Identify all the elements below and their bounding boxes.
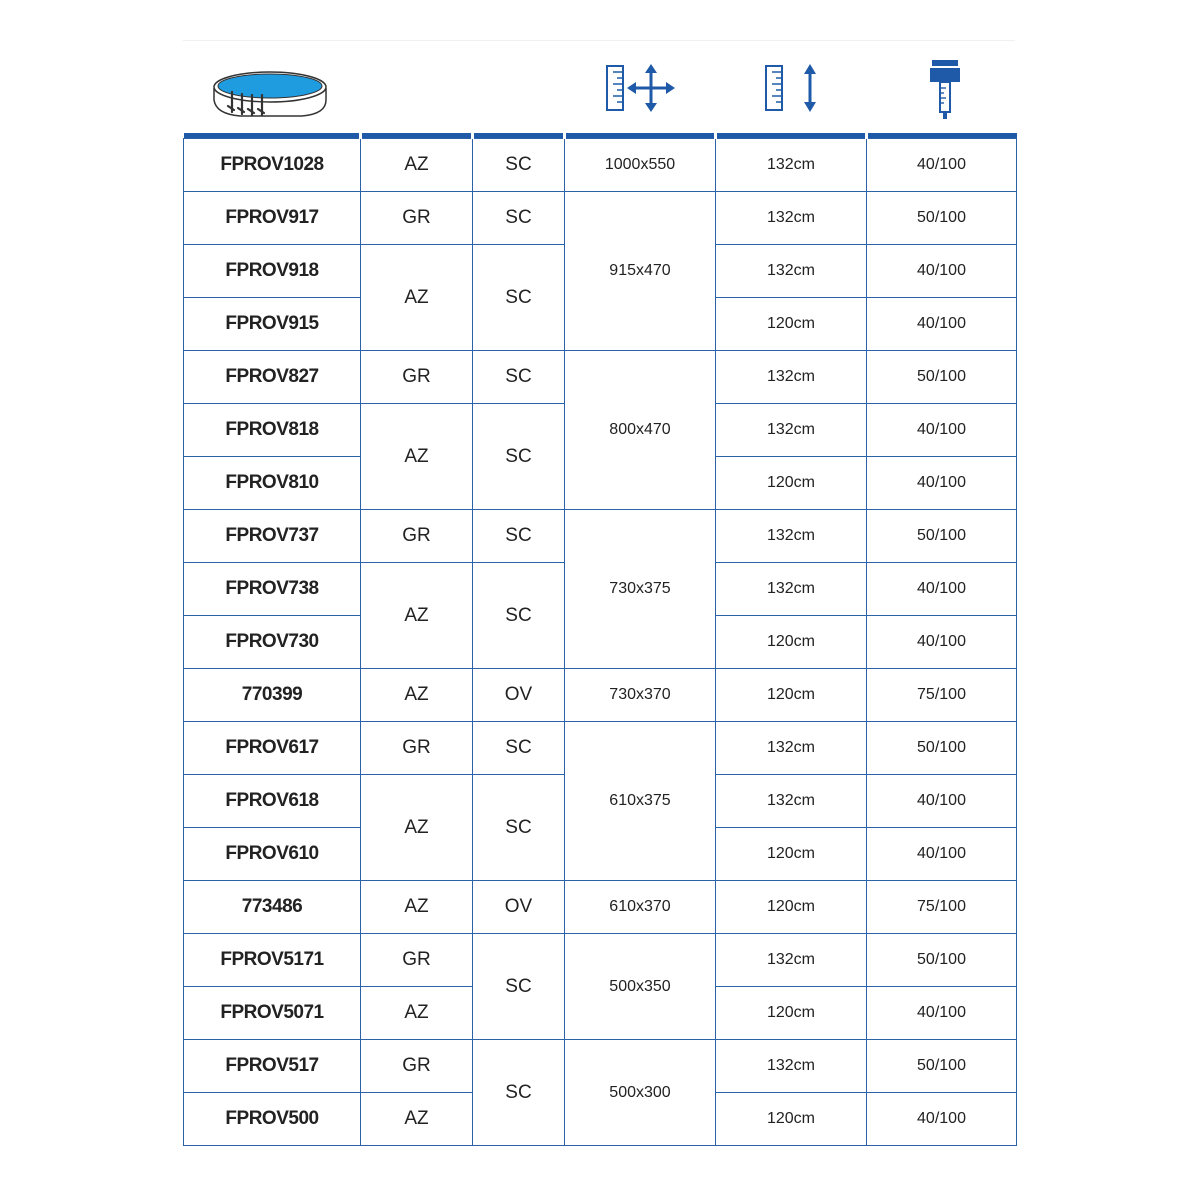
color-cell: AZ [361, 881, 473, 934]
color-cell: GR [361, 722, 473, 775]
type-cell: SC [473, 563, 565, 669]
height-cell: 132cm [716, 722, 867, 775]
thickness-cell: 40/100 [867, 563, 1017, 616]
ref-cell: FPROV917 [184, 192, 361, 245]
table-row [184, 192, 1017, 245]
thickness-cell: 40/100 [867, 457, 1017, 510]
dims-cell: 915x470 [565, 192, 716, 351]
dims-cell: 730x375 [565, 510, 716, 669]
type-cell: SC [473, 351, 565, 404]
type-cell: SC [473, 192, 565, 245]
thickness-cell: 40/100 [867, 616, 1017, 669]
height-cell: 120cm [716, 1093, 867, 1146]
height-cell: 132cm [716, 563, 867, 616]
height-cell: 132cm [716, 192, 867, 245]
thickness-cell: 50/100 [867, 192, 1017, 245]
height-cell: 132cm [716, 934, 867, 987]
thickness-cell: 40/100 [867, 1093, 1017, 1146]
ruler-with-four-way-arrow-icon [605, 63, 675, 113]
type-cell: OV [473, 669, 565, 722]
height-cell: 132cm [716, 404, 867, 457]
thickness-cell: 40/100 [867, 139, 1017, 192]
height-cell: 120cm [716, 457, 867, 510]
ref-cell: FPROV5071 [184, 987, 361, 1040]
thickness-cell: 40/100 [867, 828, 1017, 881]
thickness-cell: 40/100 [867, 775, 1017, 828]
dims-cell: 610x370 [565, 881, 716, 934]
color-cell: AZ [361, 563, 473, 669]
color-cell: AZ [361, 775, 473, 881]
type-cell: SC [473, 775, 565, 881]
height-cell: 132cm [716, 245, 867, 298]
thickness-cell: 50/100 [867, 351, 1017, 404]
type-cell: SC [473, 404, 565, 510]
ref-cell: FPROV827 [184, 351, 361, 404]
type-cell: SC [473, 1040, 565, 1146]
table-row [184, 881, 1017, 934]
thickness-cell: 75/100 [867, 881, 1017, 934]
height-cell: 132cm [716, 775, 867, 828]
height-cell: 120cm [716, 828, 867, 881]
height-cell: 120cm [716, 298, 867, 351]
height-cell: 132cm [716, 510, 867, 563]
ref-cell: FPROV500 [184, 1093, 361, 1146]
ref-cell: FPROV610 [184, 828, 361, 881]
type-cell: SC [473, 139, 565, 192]
height-cell: 120cm [716, 616, 867, 669]
table-row [184, 722, 1017, 775]
color-cell: GR [361, 351, 473, 404]
ref-cell: FPROV517 [184, 1040, 361, 1093]
table-row [184, 669, 1017, 722]
table-row [184, 139, 1017, 192]
height-cell: 132cm [716, 139, 867, 192]
ref-cell: FPROV617 [184, 722, 361, 775]
height-cell: 132cm [716, 351, 867, 404]
dims-cell: 500x350 [565, 934, 716, 1040]
type-cell: SC [473, 934, 565, 1040]
ref-cell: 773486 [184, 881, 361, 934]
ref-cell: FPROV818 [184, 404, 361, 457]
thickness-cell: 50/100 [867, 934, 1017, 987]
type-cell: SC [473, 722, 565, 775]
color-cell: AZ [361, 1093, 473, 1146]
ref-cell: FPROV5171 [184, 934, 361, 987]
dims-cell: 730x370 [565, 669, 716, 722]
type-cell: SC [473, 245, 565, 351]
thickness-cell: 40/100 [867, 404, 1017, 457]
ref-cell: FPROV730 [184, 616, 361, 669]
thickness-cell: 50/100 [867, 510, 1017, 563]
color-cell: AZ [361, 669, 473, 722]
ref-cell: FPROV618 [184, 775, 361, 828]
type-cell: OV [473, 881, 565, 934]
table-row [184, 1040, 1017, 1093]
oval-pool-with-ladder-icon [210, 66, 330, 126]
height-cell: 120cm [716, 881, 867, 934]
caliper-gauge-icon [928, 58, 962, 120]
height-cell: 132cm [716, 1040, 867, 1093]
color-cell: AZ [361, 987, 473, 1040]
thickness-cell: 40/100 [867, 298, 1017, 351]
ref-cell: FPROV918 [184, 245, 361, 298]
ref-cell: FPROV737 [184, 510, 361, 563]
thickness-cell: 40/100 [867, 245, 1017, 298]
ruler-with-vertical-arrow-icon [764, 63, 824, 113]
dims-cell: 1000x550 [565, 139, 716, 192]
color-cell: GR [361, 1040, 473, 1093]
dims-cell: 610x375 [565, 722, 716, 881]
color-cell: AZ [361, 245, 473, 351]
ref-cell: FPROV1028 [184, 139, 361, 192]
ref-cell: FPROV810 [184, 457, 361, 510]
pool-spec-table [183, 133, 1017, 1146]
thickness-cell: 75/100 [867, 669, 1017, 722]
dims-cell: 500x300 [565, 1040, 716, 1146]
color-cell: GR [361, 934, 473, 987]
table-row [184, 934, 1017, 987]
table-row [184, 351, 1017, 404]
color-cell: GR [361, 192, 473, 245]
ref-cell: 770399 [184, 669, 361, 722]
ref-cell: FPROV738 [184, 563, 361, 616]
thickness-cell: 50/100 [867, 1040, 1017, 1093]
top-divider [183, 40, 1015, 41]
height-cell: 120cm [716, 669, 867, 722]
thickness-cell: 50/100 [867, 722, 1017, 775]
ref-cell: FPROV915 [184, 298, 361, 351]
thickness-cell: 40/100 [867, 987, 1017, 1040]
dims-cell: 800x470 [565, 351, 716, 510]
color-cell: GR [361, 510, 473, 563]
height-cell: 120cm [716, 987, 867, 1040]
table-row [184, 510, 1017, 563]
color-cell: AZ [361, 139, 473, 192]
color-cell: AZ [361, 404, 473, 510]
type-cell: SC [473, 510, 565, 563]
